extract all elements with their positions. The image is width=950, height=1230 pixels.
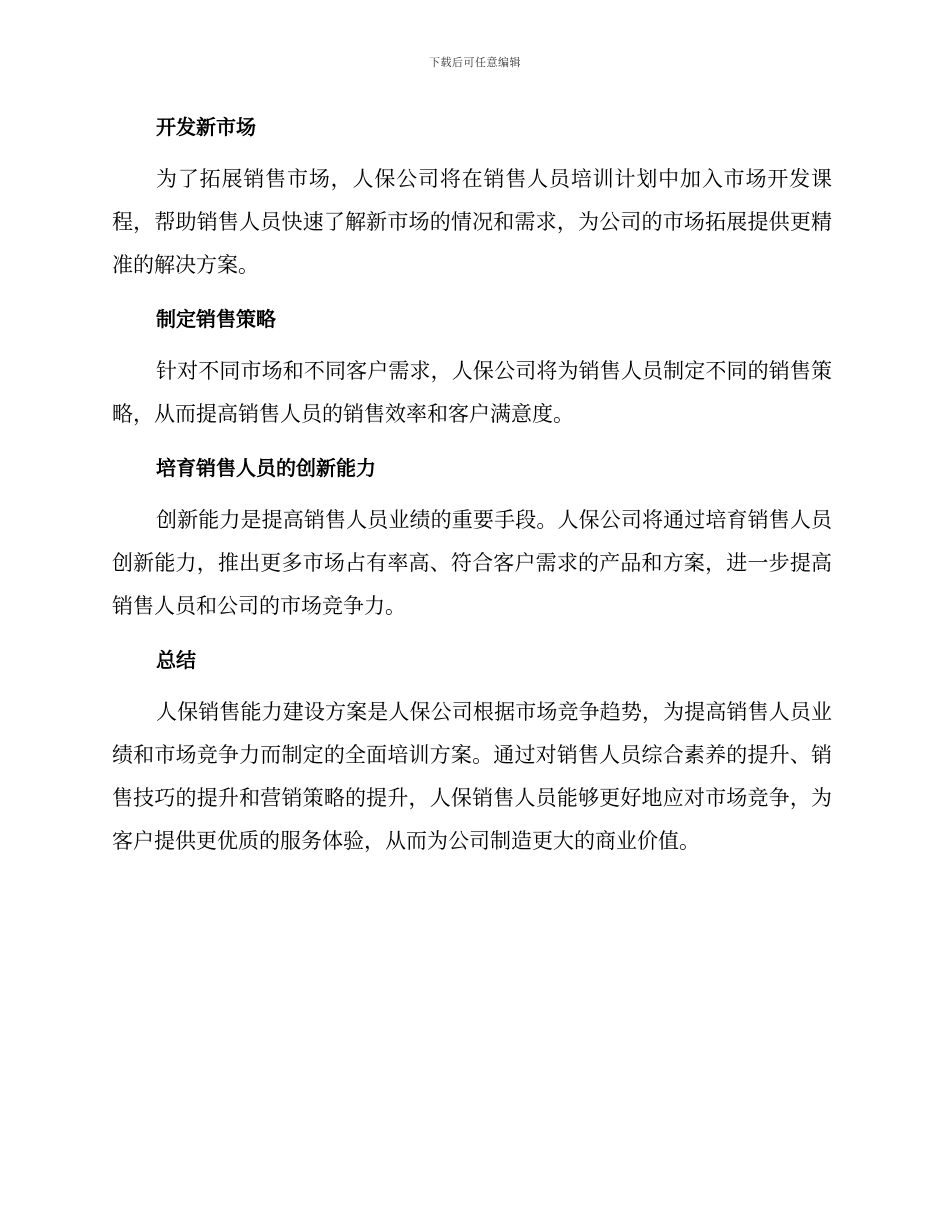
section-heading: 开发新市场 [156,115,256,139]
section-heading: 培育销售人员的创新能力 [156,456,376,480]
section-heading: 总结 [156,648,196,672]
section-paragraph: 为了拓展销售市场，人保公司将在销售人员培训计划中加入市场开发课程，帮助销售人员快速了解新市场的情况和需求，为公司的市场拓展提供更精准的解决方案。 [112,167,832,277]
section-paragraph: 针对不同市场和不同客户需求，人保公司将为销售人员制定不同的销售策略，从而提高销售人员的销售效率和客户满意度。 [112,359,832,426]
section-summary [112,641,832,863]
section-new-market [112,108,832,287]
document-body [112,108,832,876]
section-heading: 制定销售策略 [156,307,276,331]
section-paragraph: 创新能力是提高销售人员业绩的重要手段。人保公司将通过培育销售人员创新能力，推出更多市场占有率高、符合客户需求的产品和方案，进一步提高销售人员和公司的市场竞争力。 [112,508,832,618]
section-sales-strategy [112,300,832,436]
section-innovation [112,449,832,628]
section-paragraph: 人保销售能力建设方案是人保公司根据市场竞争趋势，为提高销售人员业绩和市场竞争力而制定的全面培训方案。通过对销售人员综合素养的提升、销售技巧的提升和营销策略的提升，人保销售人员能够更好地应对市场竞争，为客户提供更优质的服务体验，从而为公司制造更大的商业价值。 [112,700,832,853]
page-header: 下载后可任意编辑 [429,56,521,69]
